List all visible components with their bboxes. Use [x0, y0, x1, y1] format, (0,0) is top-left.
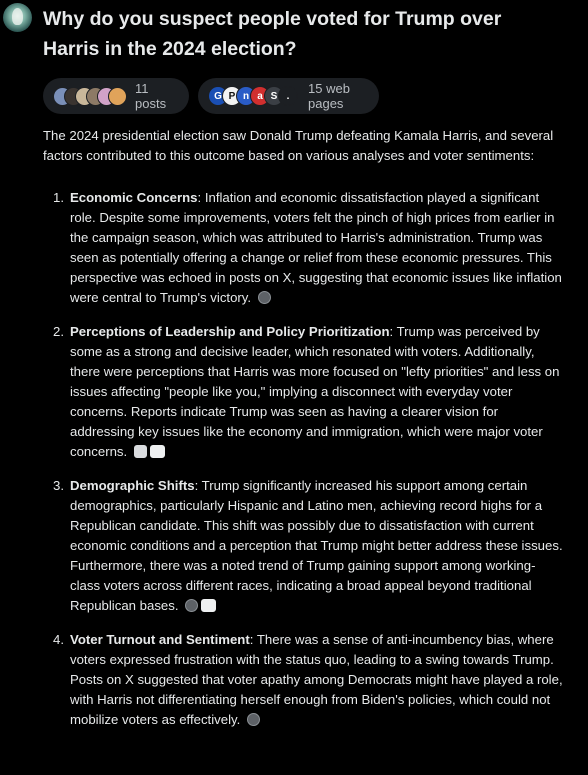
- user-avatar[interactable]: [3, 3, 32, 32]
- point-heading: Voter Turnout and Sentiment: [70, 632, 250, 647]
- dot-favicon-icon: .: [278, 86, 298, 106]
- a-favicon-icon: a: [250, 86, 270, 106]
- list-number: 3.: [53, 478, 64, 493]
- list-number: 4.: [53, 632, 64, 647]
- list-item: [43, 630, 563, 730]
- citation-icon[interactable]: [258, 291, 271, 304]
- post-author-avatar-icon: [108, 87, 127, 106]
- p-favicon-icon: P: [222, 86, 242, 106]
- factor-list: [43, 188, 563, 730]
- list-item: [43, 476, 563, 616]
- s-favicon-icon: S: [264, 86, 284, 106]
- citation-icon[interactable]: [134, 445, 147, 458]
- point-text: : Trump was perceived by some as a strong and decisive leader, which resonated with voters. Additionally, there were perceptions that Harris was more focused on "lefty priorities" and less on issues affecting "people like you," implying a disconnect with everyday voter concerns. Reports indicate Trump was seen as having a clearer vision for addressing key issues like the economy and immigration, which were major voter concerns.: [70, 324, 560, 459]
- point-heading: Economic Concerns: [70, 190, 198, 205]
- n-favicon-icon: n: [236, 86, 256, 106]
- list-item: [43, 188, 563, 308]
- point-text: : Inflation and economic dissatisfaction played a significant role. Despite some improvements, voters felt the pinch of high prices from earlier in the campaign season, which was attributed to Harris's administration. Trump was seen as potentially offering a change or relief from these economic pressures. This perspective was echoed in posts on X, suggesting that economic issues like inflation were central to Trump's victory.: [70, 190, 562, 305]
- web-pages-count-label: 15 web pages: [308, 81, 350, 111]
- point-text: : There was a sense of anti-incumbency bias, where voters expressed frustration with the status quo, leading to a swing towards Trump. Posts on X suggested that voter apathy among Democrats might have played a role, with Harris not differentiating herself enough from Biden's policies, which could not mobilize voters as effectively.: [70, 632, 563, 727]
- google-favicon-icon: G: [208, 86, 228, 106]
- posts-sources-button[interactable]: [43, 78, 189, 114]
- point-heading: Demographic Shifts: [70, 478, 195, 493]
- citation-icon[interactable]: [201, 599, 216, 612]
- answer-body: [43, 126, 563, 744]
- web-sources-button[interactable]: [198, 78, 379, 114]
- citation-icon[interactable]: [185, 599, 198, 612]
- list-number: 1.: [53, 190, 64, 205]
- point-text: : Trump significantly increased his support among certain demographics, particularly Hispanic and Latino men, achieving record highs for a Republican candidate. This shift was possibly due to dissatisfaction with current economic conditions and a perception that Trump might better address these issues. Furthermore, there was a noted trend of Trump gaining support among working-class voters across different races, indicating a broad appeal beyond traditional Republican bases.: [70, 478, 563, 613]
- answer-intro: The 2024 presidential election saw Donald Trump defeating Kamala Harris, and several factors contributed to this outcome based on various analyses and voter sentiments:: [43, 128, 554, 163]
- question-title: Why do you suspect people voted for Trump over Harris in the 2024 election?: [43, 8, 502, 60]
- list-number: 2.: [53, 324, 64, 339]
- point-heading: Perceptions of Leadership and Policy Prioritization: [70, 324, 390, 339]
- posts-count-label: 11 posts: [135, 81, 167, 111]
- citation-icon[interactable]: [247, 713, 260, 726]
- list-item: [43, 322, 563, 462]
- citation-icon[interactable]: [150, 445, 165, 458]
